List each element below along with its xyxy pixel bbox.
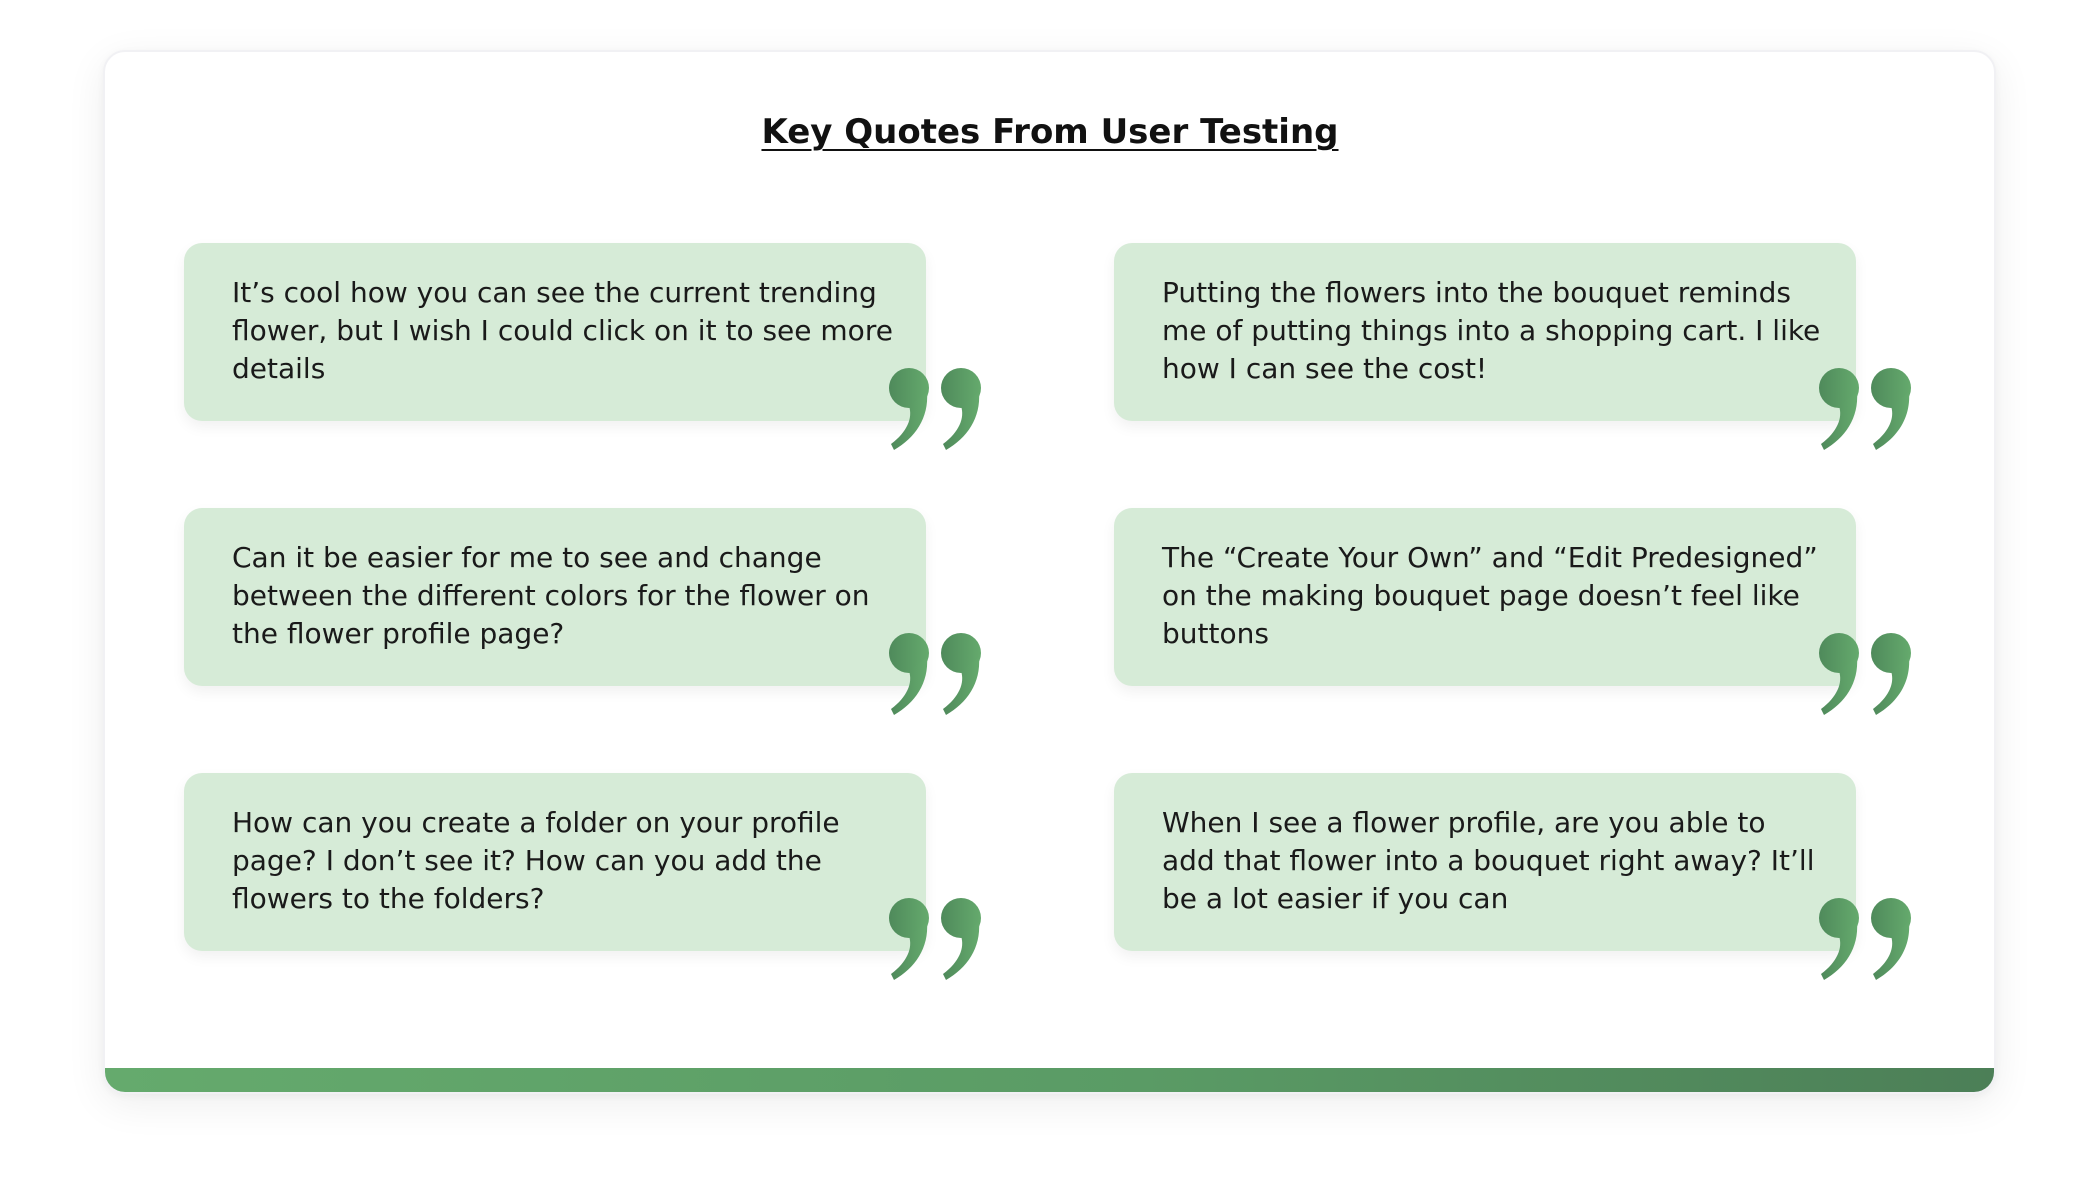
quote-text: Can it be easier for me to see and change between the different colors for the flower on the flower profile page? — [232, 541, 870, 650]
closing-quote-icon — [889, 366, 989, 452]
quote-text: It’s cool how you can see the current trending flower, but I wish I could click on it to see more details — [232, 276, 893, 385]
footer-accent-bar — [105, 1068, 1994, 1092]
quote-card — [184, 773, 926, 951]
closing-quote-icon — [1819, 366, 1919, 452]
quote-card — [1114, 508, 1856, 686]
closing-quote-icon — [1819, 896, 1919, 982]
page-title: Key Quotes From User Testing — [761, 112, 1339, 152]
closing-quote-icon — [1819, 631, 1919, 717]
quote-text: When I see a flower profile, are you able to add that flower into a bouquet right away? It’ll be a lot easier if you can — [1162, 806, 1815, 915]
quote-text: Putting the flowers into the bouquet reminds me of putting things into a shopping cart. I like how I can see the cost! — [1162, 276, 1821, 385]
closing-quote-icon — [889, 631, 989, 717]
quote-text: How can you create a folder on your profile page? I don’t see it? How can you add the flowers to the folders? — [232, 806, 840, 915]
quote-card — [184, 508, 926, 686]
quote-card — [184, 243, 926, 421]
closing-quote-icon — [889, 896, 989, 982]
quote-card — [1114, 243, 1856, 421]
quote-card — [1114, 773, 1856, 951]
quote-text: The “Create Your Own” and “Edit Predesigned” on the making bouquet page doesn’t feel like buttons — [1162, 541, 1818, 650]
